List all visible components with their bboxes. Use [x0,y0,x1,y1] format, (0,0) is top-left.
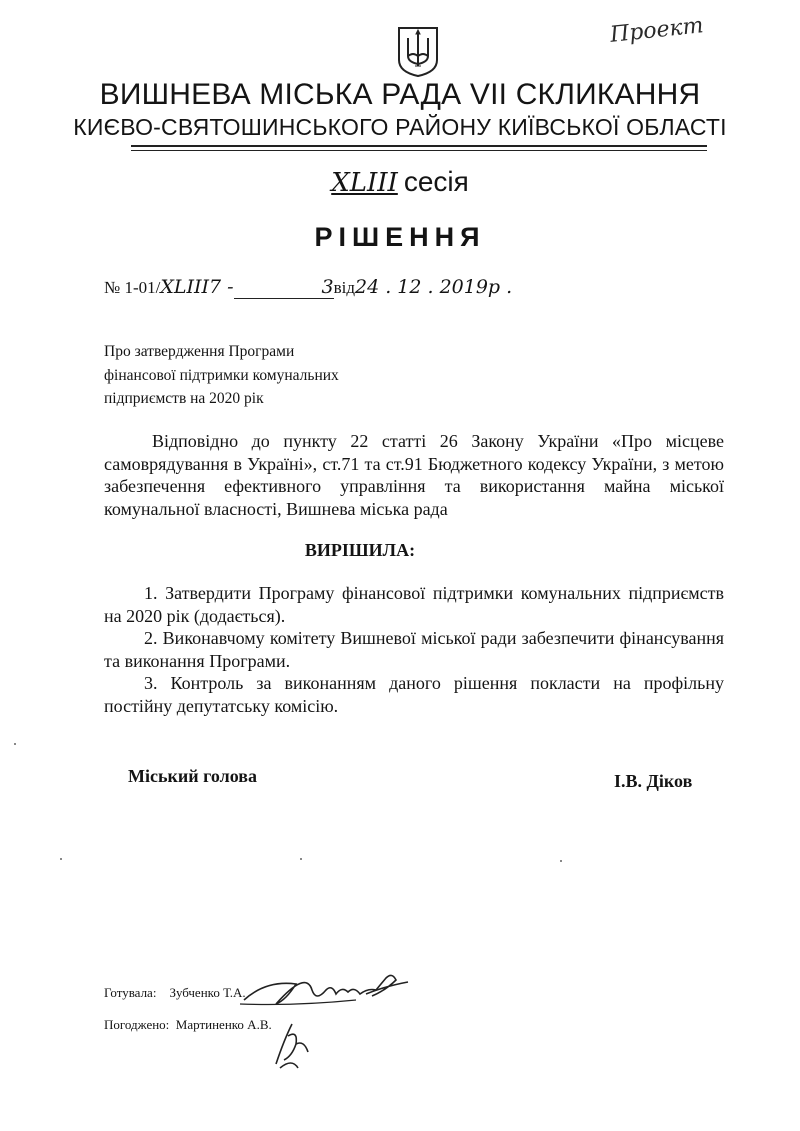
resolution-item: 1. Затвердити Програму фінансової підтримки комунальних підприємств на 2020 рік (додається). [104,583,724,626]
session-number: XLIII [331,168,398,198]
header-divider-thin [131,150,707,151]
council-title: ВИШНЕВА МІСЬКА РАДА VII СКЛИКАННЯ [99,78,701,111]
subject-line: Про затвердження Програми [104,343,295,360]
resolution-item: 2. Виконавчому комітету Вишневої міської ради забезпечити фінансування та виконання Програми. [104,628,724,671]
number-handwritten: XLIII7 - [160,276,234,298]
preamble-paragraph: Відповідно до пункту 22 статті 26 Закону України «Про місцеве самоврядування в Україні», ст.71 та ст.91 Бюджетного кодексу України, з метою забезпечення ефективного управління та використання майна міської комунальної власності, Вишнева міська рада [104,431,724,519]
session-heading [0,166,800,198]
handwritten-signatures [236,960,436,1080]
resolution-item: 3. Контроль за виконанням даного рішення покласти на профільну постійну депутатську комісію. [104,673,724,716]
resolved-heading: ВИРІШИЛА: [304,540,416,560]
session-label: сесія [403,166,469,197]
decision-number [104,276,512,299]
signatory-name: І.В. Діков [614,771,693,791]
coat-of-arms-trident-icon [396,26,440,78]
number-prefix: № 1-01/ [104,278,161,297]
scan-speck [14,743,16,745]
prepared-name: Зубченко Т.А. [169,985,246,1000]
resolution-items [104,582,724,717]
draft-mark: Проект [608,13,705,48]
subject-line: фінансової підтримки комунальних [104,366,339,384]
decision-subject [104,340,339,411]
date-handwritten: 24 . 12 . 2019р . [354,276,513,298]
scan-speck [60,858,62,860]
scan-speck [300,858,302,860]
prepared-by [104,985,246,1001]
subject-line: підприємств на 2020 рік [104,390,264,407]
number-underline [234,276,334,299]
council-region: КИЄВО-СВЯТОШИНСЬКОГО РАЙОНУ КИЇВСЬКОЇ ОБЛАСТІ [73,114,727,140]
scan-speck [560,860,562,862]
date-prefix: від [333,278,355,297]
signatory-title: Міський голова [128,766,257,786]
agreed-label: Погоджено: [104,1017,170,1032]
header-divider [131,145,707,147]
number-suffix: 3 [321,276,334,298]
agreed-name: Мартиненко А.В. [175,1017,272,1032]
decision-title: РІШЕННЯ [314,222,486,252]
prepared-label: Готувала: [104,985,157,1000]
